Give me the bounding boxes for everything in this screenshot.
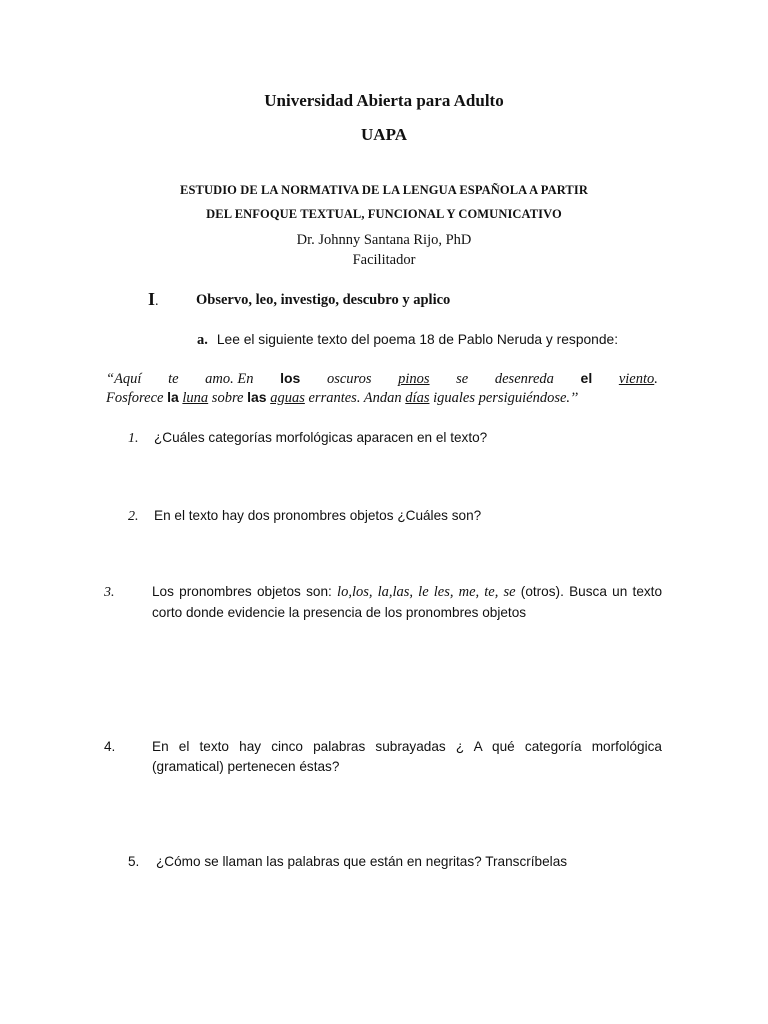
- question-2: [128, 506, 662, 527]
- poem-underlined-word: aguas: [270, 390, 305, 406]
- question-text: ¿Cómo se llaman las palabras que están en negritas? Transcríbelas: [156, 854, 568, 869]
- question-body: [104, 737, 662, 777]
- poem-word: sobre: [208, 390, 248, 406]
- poem-bold-word: la: [167, 389, 179, 405]
- question-body: [104, 582, 663, 623]
- poem-word: oscuros: [326, 371, 372, 387]
- question-text-pre: Los pronombres objetos son:: [152, 584, 338, 599]
- course-subtitle-line2: DEL ENFOQUE TEXTUAL, FUNCIONAL Y COMUNICATIVO: [206, 207, 562, 221]
- section-title: Observo, leo, investigo, descubro y aplico: [196, 292, 451, 308]
- poem-word: amo. En: [205, 371, 254, 387]
- poem-word: se: [456, 371, 469, 387]
- author-role: Facilitador: [352, 252, 416, 268]
- question-text-post: (otros). Busca un texto corto donde evidencie la presencia de los pronombres objetos: [152, 584, 663, 620]
- poem-bold-word: los: [280, 370, 301, 386]
- pronoun-list: lo,los, la,las, le les, me, te, se: [337, 584, 516, 600]
- section-number: I.: [148, 289, 159, 309]
- question-number: 2.: [128, 509, 139, 524]
- poem-underlined-word: días: [405, 390, 430, 406]
- question-4: [104, 737, 662, 777]
- poem-underlined-word: luna: [182, 390, 209, 406]
- item-a-text: Lee el siguiente texto del poema 18 de Pablo Neruda y responde:: [216, 332, 619, 347]
- question-number: 4.: [104, 739, 116, 754]
- question-number: 3.: [104, 585, 115, 600]
- poem-line-1: [106, 370, 658, 388]
- question-text: ¿Cuáles categorías morfológicas aparacen en el texto?: [154, 430, 488, 445]
- poem-word: desenreda: [494, 371, 554, 387]
- poem-word: te: [168, 371, 179, 387]
- question-3: [104, 582, 663, 623]
- poem-bold-word: las: [247, 389, 267, 405]
- question-number: 1.: [128, 431, 139, 446]
- university-title: Universidad Abierta para Adulto: [264, 91, 504, 110]
- poem-line-2: [106, 389, 658, 407]
- poem-underlined-word: viento: [618, 371, 655, 387]
- question-body: [128, 854, 567, 869]
- poem-word-group: [619, 371, 658, 388]
- question-text: En el texto hay dos pronombres objetos ¿Cuáles son?: [154, 508, 482, 523]
- poem-word: “Aquí: [106, 371, 142, 387]
- question-5: [128, 852, 662, 873]
- poem-word: iguales persiguiéndose.’’: [429, 390, 579, 406]
- question-number: 5.: [128, 854, 140, 869]
- course-subtitle-line1: ESTUDIO DE LA NORMATIVA DE LA LENGUA ESPAÑOLA A PARTIR: [180, 183, 588, 197]
- item-a-letter: a.: [197, 332, 208, 348]
- poem-punct: .: [654, 371, 658, 387]
- poem-word: Fosforece: [106, 390, 168, 406]
- item-a: [197, 332, 618, 349]
- question-1: [128, 428, 662, 449]
- poem-word: errantes. Andan: [304, 390, 406, 406]
- university-acronym: UAPA: [361, 125, 407, 144]
- author-name: Dr. Johnny Santana Rijo, PhD: [296, 232, 472, 248]
- poem-underlined-word: pinos: [398, 371, 430, 387]
- poem-bold-word: el: [580, 370, 593, 386]
- question-text: En el texto hay cinco palabras subrayadas ¿ A qué categoría morfológica (gramatical) pertenecen éstas?: [152, 739, 662, 774]
